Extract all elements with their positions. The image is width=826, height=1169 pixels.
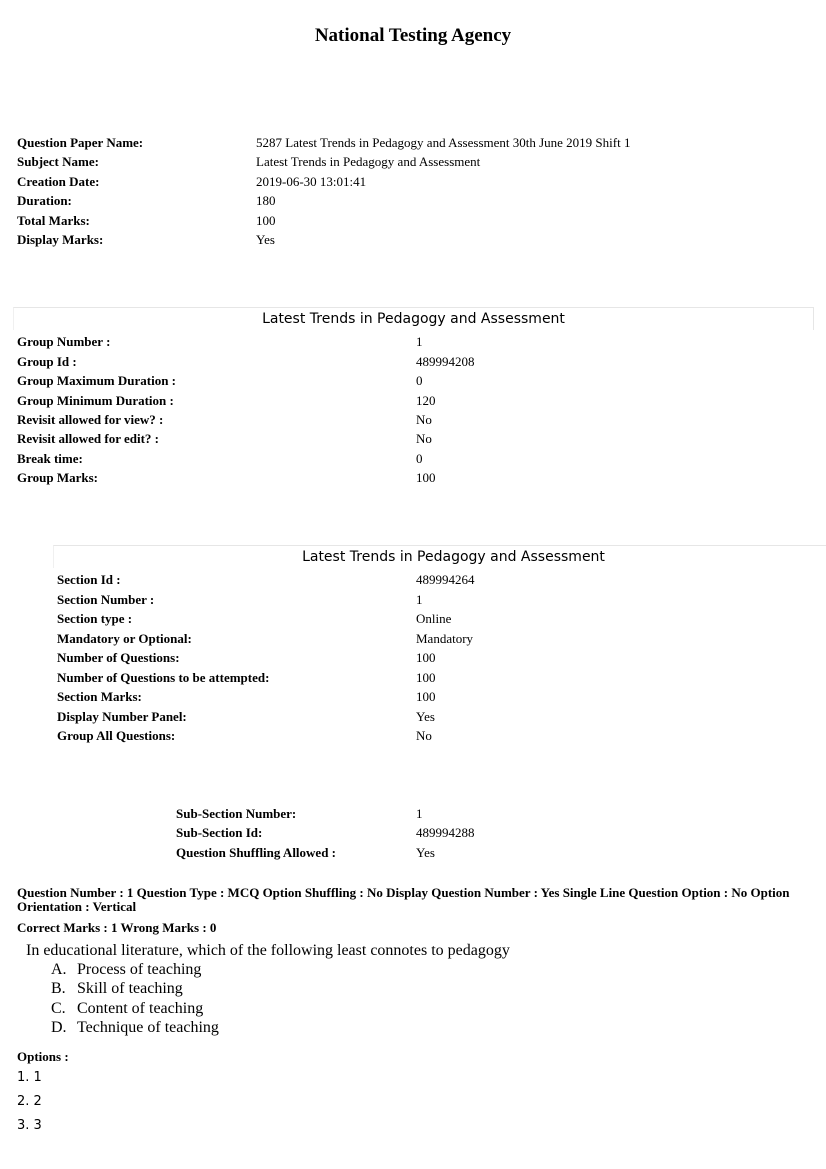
paper-name-label: Question Paper Name: xyxy=(17,135,144,150)
question-marks: Correct Marks : 1 Wrong Marks : 0 xyxy=(17,920,217,935)
choice-letter: B. xyxy=(51,980,66,997)
display-panel-label: Display Number Panel: xyxy=(57,709,187,724)
total-marks-label: Total Marks: xyxy=(17,213,90,228)
break-time-value: 0 xyxy=(416,451,423,466)
group-all-label: Group All Questions: xyxy=(57,728,176,743)
duration-value: 180 xyxy=(256,193,276,208)
section-number-label: Section Number : xyxy=(57,592,155,607)
group-marks-label: Group Marks: xyxy=(17,470,99,485)
choice-c xyxy=(51,1000,203,1018)
group-marks-value: 100 xyxy=(416,470,436,485)
option-3: 3. 3 xyxy=(17,1118,42,1133)
option-2: 2. 2 xyxy=(17,1094,42,1109)
section-id-label: Section Id : xyxy=(57,572,121,587)
revisit-view-value: No xyxy=(416,412,432,427)
group-max-duration-value: 0 xyxy=(416,373,423,388)
page-title: National Testing Agency xyxy=(314,25,512,46)
num-attempted-label: Number of Questions to be attempted: xyxy=(57,670,270,685)
group-id-value: 489994208 xyxy=(416,354,475,369)
choice-letter: A. xyxy=(51,961,67,978)
choice-letter: C. xyxy=(51,1000,66,1017)
subsection-number-value: 1 xyxy=(416,806,423,821)
section-marks-label: Section Marks: xyxy=(57,689,142,704)
total-marks-value: 100 xyxy=(256,213,276,228)
mandatory-value: Mandatory xyxy=(416,631,474,646)
choice-text: Technique of teaching xyxy=(77,1019,219,1036)
revisit-edit-value: No xyxy=(416,431,432,446)
display-panel-value: Yes xyxy=(416,709,435,724)
choice-text: Process of teaching xyxy=(77,961,202,978)
shuffling-label: Question Shuffling Allowed : xyxy=(176,845,337,860)
subject-name-label: Subject Name: xyxy=(17,154,99,169)
num-questions-label: Number of Questions: xyxy=(57,650,180,665)
choice-text: Skill of teaching xyxy=(77,980,183,997)
group-id-label: Group Id : xyxy=(17,354,77,369)
section-type-label: Section type : xyxy=(57,611,133,626)
option-1: 1. 1 xyxy=(17,1070,42,1085)
subsection-id-label: Sub-Section Id: xyxy=(176,825,263,840)
duration-label: Duration: xyxy=(17,193,72,208)
group-number-label: Group Number : xyxy=(17,334,111,349)
shuffling-value: Yes xyxy=(416,845,435,860)
subsection-number-label: Sub-Section Number: xyxy=(176,806,297,821)
subsection-id-value: 489994288 xyxy=(416,825,475,840)
section-banner-text: Latest Trends in Pedagogy and Assessment xyxy=(302,549,605,565)
section-marks-value: 100 xyxy=(416,689,436,704)
group-min-duration-label: Group Minimum Duration : xyxy=(17,393,174,408)
section-banner xyxy=(53,545,826,568)
revisit-view-label: Revisit allowed for view? : xyxy=(17,412,164,427)
section-id-value: 489994264 xyxy=(416,572,475,587)
display-marks-label: Display Marks: xyxy=(17,232,104,247)
group-banner: Latest Trends in Pedagogy and Assessment xyxy=(13,307,814,330)
choice-a xyxy=(51,961,201,979)
num-attempted-value: 100 xyxy=(416,670,436,685)
break-time-label: Break time: xyxy=(17,451,83,466)
choice-d xyxy=(51,1019,219,1037)
creation-date-value: 2019-06-30 13:01:41 xyxy=(256,174,367,189)
options-label: Options : xyxy=(17,1049,69,1064)
question-meta: Question Number : 1 Question Type : MCQ Option Shuffling : No Display Question Number : Yes Single Line Question Option : No Option Orientation : Vertical xyxy=(17,885,790,914)
mandatory-label: Mandatory or Optional: xyxy=(57,631,192,646)
section-number-value: 1 xyxy=(416,592,423,607)
revisit-edit-label: Revisit allowed for edit? : xyxy=(17,431,160,446)
num-questions-value: 100 xyxy=(416,650,436,665)
question-text: In educational literature, which of the following least connotes to pedagogy xyxy=(26,942,510,959)
section-type-value: Online xyxy=(416,611,452,626)
choice-text: Content of teaching xyxy=(77,1000,204,1017)
group-min-duration-value: 120 xyxy=(416,393,436,408)
paper-name-value: 5287 Latest Trends in Pedagogy and Assessment 30th June 2019 Shift 1 xyxy=(256,135,631,150)
group-number-value: 1 xyxy=(416,334,423,349)
choice-letter: D. xyxy=(51,1019,67,1036)
creation-date-label: Creation Date: xyxy=(17,174,100,189)
group-max-duration-label: Group Maximum Duration : xyxy=(17,373,177,388)
choice-b xyxy=(51,980,183,998)
display-marks-value: Yes xyxy=(256,232,275,247)
group-all-value: No xyxy=(416,728,432,743)
subject-name-value: Latest Trends in Pedagogy and Assessment xyxy=(256,154,481,169)
